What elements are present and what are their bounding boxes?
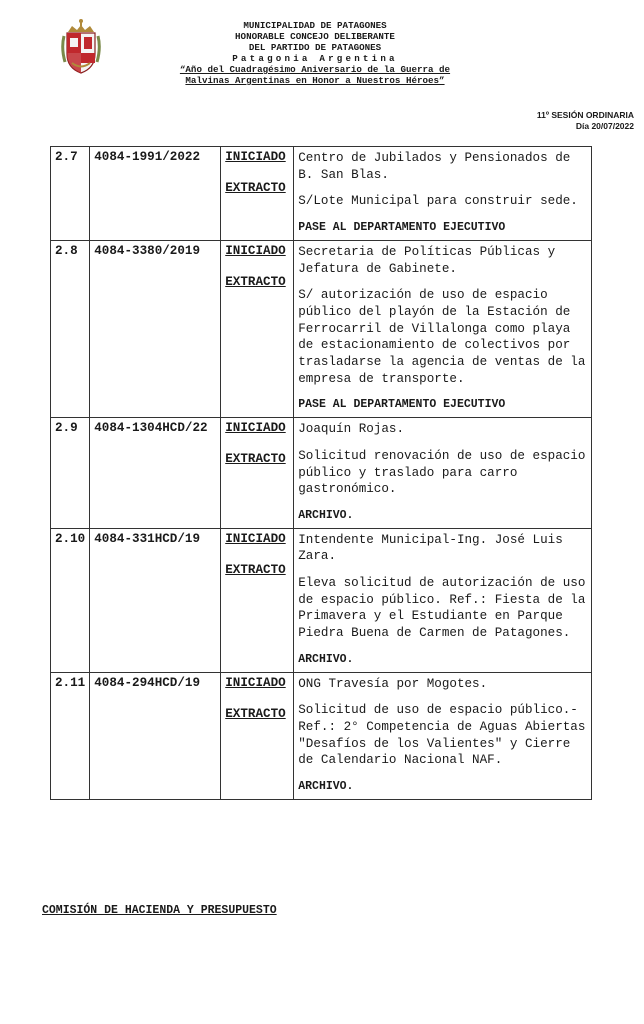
- label-iniciado: INICIADO: [225, 150, 286, 164]
- initiator-text: Centro de Jubilados y Pensionados de B. San Blas.: [298, 151, 571, 182]
- session-info: [537, 110, 634, 132]
- table-row: [51, 240, 592, 417]
- item-labels: [221, 528, 294, 672]
- item-details: [294, 240, 592, 417]
- item-details: [294, 672, 592, 799]
- item-details: [294, 418, 592, 529]
- header-district: DEL PARTIDO DE PATAGONES: [248, 42, 382, 53]
- initiator-text: Intendente Municipal-Ing. José Luis Zara.: [298, 532, 563, 564]
- label-iniciado: INICIADO: [225, 675, 286, 690]
- item-number: 2.7: [51, 147, 90, 241]
- label-extracto: EXTRACTO: [225, 562, 286, 577]
- label-iniciado: INICIADO: [225, 531, 286, 546]
- item-labels: [221, 418, 294, 529]
- table-row: [51, 672, 592, 799]
- file-number: 4084-1304HCD/22: [90, 418, 221, 529]
- file-number: 4084-294HCD/19: [90, 672, 221, 799]
- resolution-text: ARCHIVO.: [298, 508, 354, 522]
- header-municipality: MUNICIPALIDAD DE PATAGONES: [243, 20, 387, 31]
- summary-text: S/ autorización de uso de espacio público del playón de la Estación de Ferrocarril de Villalonga como playa de estacionamiento de colectivos por trasladarse la agencia de ventas de la empresa de transporte.: [298, 288, 586, 386]
- session-title: 11º SESIÓN ORDINARIA: [536, 110, 634, 120]
- item-details: [294, 528, 592, 672]
- summary-text: Eleva solicitud de autorización de uso de espacio público. Ref.: Fiesta de la Primavera y el Estudiante en Parque Piedra Buena de Carmen de Patagones.: [298, 576, 586, 641]
- header-region: Patagonia Argentina: [232, 53, 398, 64]
- label-iniciado: INICIADO: [225, 421, 286, 436]
- commission-heading: COMISIÓN DE HACIENDA Y PRESUPUESTO: [42, 904, 277, 917]
- item-number: 2.8: [51, 240, 90, 417]
- item-labels: [221, 672, 294, 799]
- summary-text: Solicitud renovación de uso de espacio público y traslado para carro gastronómico.: [298, 448, 586, 497]
- header-motto-line-2: Malvinas Argentinas en Honor a Nuestros Héroes”: [185, 75, 445, 86]
- initiator-text: Secretaria de Políticas Públicas y Jefatura de Gabinete.: [298, 244, 556, 276]
- header-council: HONORABLE CONCEJO DELIBERANTE: [235, 31, 395, 42]
- session-date: Día 20/07/2022: [575, 121, 634, 131]
- item-labels: [221, 147, 294, 241]
- item-details: [294, 147, 592, 241]
- label-extracto: EXTRACTO: [225, 274, 286, 289]
- item-labels: [221, 240, 294, 417]
- item-number: 2.10: [51, 528, 90, 672]
- label-extracto: EXTRACTO: [225, 706, 286, 721]
- municipal-crest-icon: [60, 18, 102, 76]
- initiator-text: ONG Travesía por Mogotes.: [298, 676, 488, 691]
- table-row: [51, 528, 592, 672]
- item-number: 2.11: [51, 672, 90, 799]
- file-number: 4084-1991/2022: [90, 147, 221, 241]
- resolution-text: PASE AL DEPARTAMENTO EJECUTIVO: [298, 221, 506, 235]
- resolution-text: ARCHIVO.: [298, 780, 354, 794]
- summary-text: S/Lote Municipal para construir sede.: [298, 194, 578, 209]
- summary-text: Solicitud de uso de espacio público.- Ref.: 2° Competencia de Aguas Abiertas "Desafíos de los Valientes" y Cierre de Calendario Nacional NAF.: [298, 703, 586, 768]
- label-extracto: EXTRACTO: [225, 181, 286, 195]
- document-header: [150, 20, 480, 86]
- table-row: [51, 147, 592, 241]
- resolution-text: ARCHIVO.: [298, 652, 354, 666]
- header-motto-line-1: “Año del Cuadragésimo Aniversario de la Guerra de: [179, 64, 451, 75]
- label-extracto: EXTRACTO: [225, 452, 286, 467]
- resolution-text: PASE AL DEPARTAMENTO EJECUTIVO: [298, 398, 506, 412]
- table-row: [51, 418, 592, 529]
- agenda-table: [50, 146, 592, 800]
- item-number: 2.9: [51, 418, 90, 529]
- file-number: 4084-3380/2019: [90, 240, 221, 417]
- label-iniciado: INICIADO: [225, 243, 286, 258]
- initiator-text: Joaquín Rojas.: [298, 422, 405, 437]
- file-number: 4084-331HCD/19: [90, 528, 221, 672]
